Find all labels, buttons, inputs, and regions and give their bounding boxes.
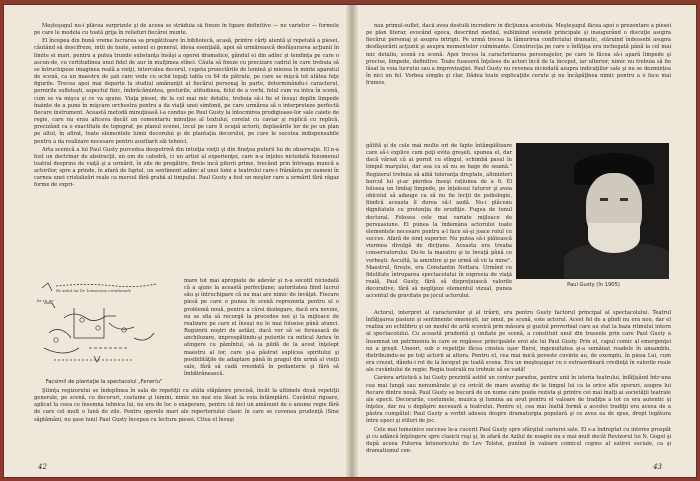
paragraph: Actorul, interpret al caracterelor şi al trăirii, era pentru Gusty factorul principal al spectacolului. Teatrul înfăţişarea pasiuni şi sentimente omeneşti, iar omul, pe scenă, este actorul. Acest fel de a gîndi nu era nou, dar el realiza un echilibru şi un model de artă scenică prin măsura şi gustul proverbial care au stat la baza ritmului intern al spectacolului. Cu această prudentă şi unitate pe scenă, a constituit unul din traseele prin care Paul Gusty a însemnat un patrimoniu în care se regăsesc principalele eroi ale lui Paul Gusty. Prin el, capul comic al emergenţei nu a greşit. Uneori, sub o repetiţie făcea cinstea uşor Bursi, ingenuitatea şi-a semănat roadele în ansamblu, distribuindu-se pe toţi actorii ai altora. Pentru el, cea mai mică poveste cuvinte au, de exemplu, în piesa Lui, cum era crezut, dându-i rol de la început pe toată scena. Era un meşteşugar cu o extraordinară credinţă în valorile reale ale cuvântului de regie: Regia teatrală nu trebuie să se vadă! bbox=[366, 310, 671, 374]
book-gutter bbox=[346, 5, 358, 477]
portrait-figure bbox=[516, 143, 671, 293]
paragraph: Ştiinţa regizorului se îndeplinea în sala de repetiţii cu atâta stăpânire precisă, încât la ultimele două repetiţii generale, pe scenă, cu decoruri, costume şi lumini, nimic nu mai era lăsat la voia întâmplării. Cuvântul rigoare, aplicat la ceea ce însemna tehnica lui, nu era de loc o exagerare, pentru că nici un amănunt de o anume regie fără de care cel mult o lună de zile. Pentru operele mari ale repertoriului clasic în care se cuvenea prudenţă (Sine săptămâni, nu şase luni) Paul Gusty începea cu lectura piesei. Citea el însuşi bbox=[34, 388, 339, 423]
left-page-side-column bbox=[184, 278, 339, 379]
paragraph: nau primul-suflet, dacă avea destulă încredere în dicţiunea acestuia. Meşteşugul făcea apoi o prezentare a piesei pe plan literar, evocând epoca, descriind mediul, subliniind scenele principale şi inaugurând o discuţie asupra fiecărui personaj şi asupra intrigii. Pe urmă trecea la lămurirea conflictului dramatic, stăruind îndeosebi asupra desfăşurării acţiunii şi asupra momentelor culminante. Construcţia pe care o înfăţişa era inchegată până la cel mai mic detaliu, scenă cu scenă. Apoi trecea la caracterizarea personajelor, pe care le făcea să-i apară limpede şi precise, limpede, definitive. Toate fuseseră înţelese de actori încă de la început, iar ulterior, nimic nu trebuia să fie lăsat la voia lucrului sau a improvizaţiei. Paul Gusty nu revenea niciodată asupra indicaţiilor sale şi nu se dezmințea în nici un fel. Vorbea simplu şi clar. Dădea toate explicaţiile cerute şi nu încăpăţînea nimic pentru a o face mai frumos. bbox=[366, 23, 671, 87]
portrait-photo bbox=[516, 143, 669, 279]
figure-note-1: Pe sotul lui Dr. lonsaceva creationele bbox=[56, 288, 131, 293]
paragraph: El începea din bună vreme lucrarea sa pregătitoare în bibliotecă, acasă, printre cărţi atentă şi repetată a piesei, căutând să descifreze, intii de toate, sensul ei general, ideea esenţială, apoi să urmărească desfăşurarea acţiunii în limite ei mari, pentru a putea trunde substanţa însăşi a operei dramatice, gândul ei din adînc şi tendinţa pe care o ascun-de, cu certitudinea unui fidel de aur în mulţimea stînci. Căuta să fixeze cu precizare cadrul în care trebuia să se întruchipeze imaginea reală a vieţii, intercalea decorul, cugeta proiectările de lumină şi miezea în minte aparatul de scenă, ca un maestru de şah care vede cu ochii legaţi tabla cu 64 de pătrate, pe care se mişcă tot atâtea feţe figurile. Trecea apoi mai departe la studiul amănunţit al fiecărui personaj în parte, determinându-i caracterul, pornirile sufleteşti, aspectul fizic, îmbrăcămintea, gesturile, atitudinea, felul de a vorbi, felul cum va intra în scenă, cum se va mişca şi ce va spune. Viaţa piesei, de la cel mai mic detaliu, trebuia să-i fie el însuşi deplin limpede înainte de a pune în mişcare orchestra pentru a da viaţă unei simfonii, pe care urmărea să o interpreteze perfectă fiecare instrument. Această metodă minuţioasă l-a condus pe Paul Gusty la întocmirea prodigioase-lor sale caiete de regie, care nu erau altceva decât un comentariu minuţios al textului, corelat cu caviar şi replică cu replică, precizând ca o exactitate de topograf, pe planul scenei, locul pe care îl ocupă actorii, deplasările lor de pe un plan pe altul, în afirat, toate elementele lumii decorului şi de plantaţia decorului, pe care le socotea indispensabile pentru a da realizare necesare pentru auxiliarii săi tehnici. bbox=[34, 38, 339, 145]
left-page bbox=[34, 23, 339, 463]
side-paragraph: mare tot mai apropiate de adevăr şi n-a socotit niciodată că a ajuns la această perfecţiune; autoritatea fiind lucrul său şi întruchipare că nu mai are nimic de învăţat. Fiecare piesă pe care o punea în scenă reprezenta pentru el o problemă nouă, pentru a cărei dezlegare, dacă era nevoie, nu se sfia să recurgă la procedee noi şi la mijloace de realizare pe care el însuşi nu le mai folosise până atunci. Regizorii noştri de astăzi, dacă vor să se fereasacă de anchilozare, improspătindu-şi puterile ca mitical Anteu în atingere cu pămîntul, să ia pildă de la acest înţelept maestru al lor, care şi-a păstrat suplicea spiritului şi posibilităţile de adaptare până în pragul din urmă al vieţii sale, fără să cadă vreodată în pedanterie şi fără să îmbătrânească. bbox=[184, 278, 339, 378]
right-page bbox=[366, 23, 671, 463]
staging-plan-sketch bbox=[34, 278, 174, 373]
figure-caption: Facsimil de plantaţie la spectacolul „Fenerlu" bbox=[45, 379, 163, 385]
photo-caption: Paul Gusty (în 1905) bbox=[567, 282, 620, 288]
right-page-bottom-text bbox=[366, 310, 671, 456]
page-number-right: 43 bbox=[653, 463, 662, 471]
left-page-top-text bbox=[34, 23, 339, 190]
paragraph: Arta scenică a lui Paul Gusty purcedea deopotrivă din intuiţia vieţii şi din fineţea puterii lui de observaţie. El n-a fost un doctrinar de abstracţii, un om de catedră, ci un artist al experienţei, care n-a înţeles niciodată fenomenul teatral desprins de viaţă şi a urmărit, în zile de pregătire, firele incă pitorii prime, trecând prin întreaga muncă a actorilor, spre a prinde, în afară de faptul, un sentiment adânc al unei lumi a teatrului care-i frământa pe oameni în carnea unei cristalizări reale ca mersul fără grabă al timpului. Paul Gusty a fost un meşter care a urmărit fără răgaz forme de expri- bbox=[34, 146, 339, 189]
paragraph: Cele mai temeinice succese le-a cucerit Paul Gusty spre sfârşitul carierei sale. El s-a îndreptat cu interes prospăt şi cu adâncă înţelegere spre clasicii ruşi şi, în afară de Azilul de noapte nu e mai mult decât Revizorul lui N. Gogol şi după aceea Puterea întunericului de Lev Tolstoi, punînd în valoare comicul copios al satirei sociale, ca şi dramatismul con- bbox=[366, 426, 671, 454]
left-page-bottom-text bbox=[34, 388, 339, 425]
paragraph: Meşteşugul nu-i plăcea surprizele şi de aceea se străduia să fixeze în tipare definitive — ne varietur — formele pe care le modela cu toată grija în reliefuri fiecărei munte. bbox=[34, 23, 339, 37]
right-page-top-text bbox=[366, 23, 671, 88]
facsimile-figure bbox=[34, 278, 174, 388]
figure-note-2: lis ru pe bbox=[37, 298, 54, 303]
side-paragraph: gătită şi de cele mai multe ori de fapte întâmplătoare care să-i explice cum poţi evita greşeli, spunea el, dar dacă vărsat că ai pornit cu stîngul, schimbă pasul în timpul marşului, dar asa ca să nu se bage de seamă." Regizorul trebuia să aibă toleranţa dreptate, altminteri barcul lui şi-ar pierdea înseşi rațiunea de a fi. El folosea un limbaj limpede, pe înţelesul tuturor şi avea obiceiul să adauge ca să nu fie lecţii de psihologie, fiindcă aceasta îl durea să-l audă. Nu-i plăceau dignitatule cu pretenţia de erudiţie. Fugea de tonul doctoral. Folosea cele mai variate mijloace de persuasiune. El punea la îndemâna actorului toate elementele necesare pentru a-l face să-şi joace rolul cu succes. Afară de simţ superior. Nu putea să-i plătească viermea divulgă de dicţiune. Aceasta era treaba conservatorului. Du-te la maestru şi te învaţă până ce vorbeşti. Ascultă, la amintire şi pe urmă să vii la mine". Maestrul, fireşte, era Constantin Nottara. Urmînd cu fidelitate întruparea spectacolului în expresia de viaţă reală, Paul Gusty, fără să dispreţuiască valorile decorative, fără să neglijeze elementul vizual, punea accentul de gravitate pe jocul actorului. bbox=[366, 143, 512, 300]
paragraph: Cariera artistică a lui Gusty prezintă astfel un contur paradox, pentru unii în istoria teatrului, înfăţişând într-una cea mai lungă sau nenumărate şi cu oricât de mare avantaj de la timpul lui ca la orice alte sporuri, asupra lui fiecare dintre nouă. Paul Gusty se bucură de un nume care poate rezista şi printre cei mai înalţi ai societăţii teatrale ale epocii. Decorurile, costumele, muzica şi lumina au avut pentru el valoare de tradiţie a tot ce era autentic şi înţeles, dar nu o depăşire necesară a teatrului. Pentru el, cea mai înaltă formă a acestei tradiţii era aceea de a păstra cumpătul: Paul Gusty a vorbit adesea despre dramaturgia populară şi ce avea ea de spus, drept legătura între epoci şi stiluri de joc. bbox=[366, 375, 671, 425]
book-spread bbox=[4, 5, 696, 477]
right-page-side-column bbox=[366, 143, 512, 301]
page-number-left: 42 bbox=[38, 463, 47, 471]
